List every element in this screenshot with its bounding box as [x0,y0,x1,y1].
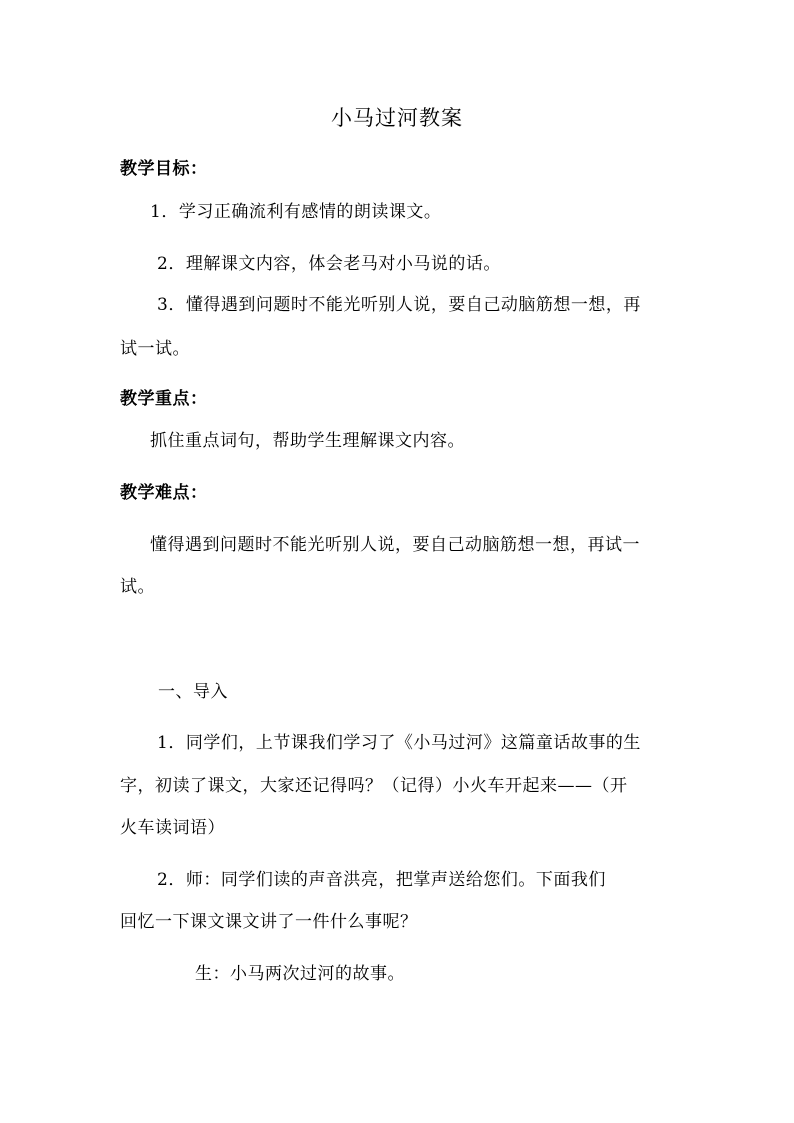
section-1-para-2-line-1: 2．师：同学们读的声音洪亮，把掌声送给您们。下面我们 [157,870,606,890]
objective-item-3-line-2: 试一试。 [120,339,190,359]
objective-item-1: 1．学习正确流利有感情的朗读课文。 [150,202,442,222]
section-1-para-1-line-1: 1．同学们，上节课我们学习了《小马过河》这篇童话故事的生 [157,733,641,753]
section-1-student-answer: 生：小马两次过河的故事。 [195,964,405,984]
key-points-text: 抓住重点词句，帮助学生理解课文内容。 [150,431,465,451]
key-points-heading: 教学重点： [120,389,208,409]
difficulties-text-line-2: 试。 [120,577,155,597]
document-title: 小马过河教案 [331,106,463,130]
difficulties-heading: 教学难点： [120,483,208,503]
objectives-heading: 教学目标： [120,159,208,179]
section-1-heading: 一、导入 [158,682,228,702]
section-1-para-1-line-3: 火车读词语） [120,818,225,838]
section-1-para-1-line-2: 字，初读了课文，大家还记得吗？（记得）小火车开起来——（开 [120,776,628,796]
section-1-para-2-line-2: 回忆一下课文课文讲了一件什么事呢？ [120,912,418,932]
difficulties-text-line-1: 懂得遇到问题时不能光听别人说，要自己动脑筋想一想，再试一 [150,535,640,555]
objective-item-2: 2．理解课文内容，体会老马对小马说的话。 [157,254,501,274]
objective-item-3-line-1: 3．懂得遇到问题时不能光听别人说，要自己动脑筋想一想，再 [157,295,641,315]
